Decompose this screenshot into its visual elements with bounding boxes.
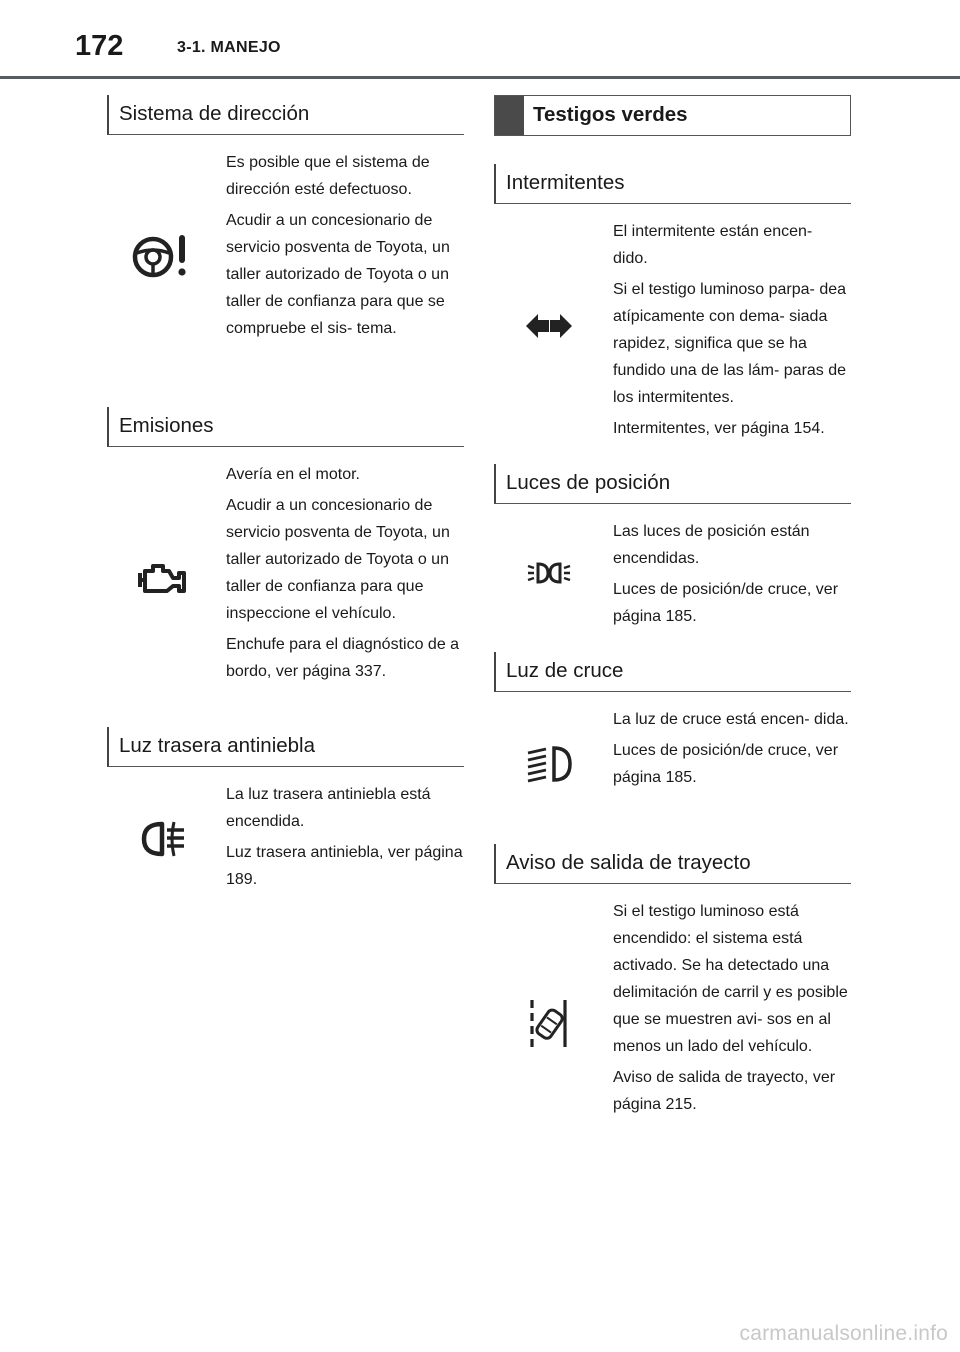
paragraph: Avería en el motor. [226,466,360,483]
section-heading-lane-departure: Aviso de salida de trayecto [494,844,851,884]
low-beam-icon [494,706,604,821]
paragraph: Aviso de salida de trayecto, ver página 215. [613,1069,836,1113]
entry-low-beam [494,692,851,836]
paragraph: Intermitentes, ver página 154. [613,420,825,437]
entry-position-lights [494,504,851,644]
paragraph: Si el testigo luminoso está encendido: el sistema está activado. Se ha detectado una delimitación de carril y es posible que se muestren avi- sos en al menos un lado del vehículo. [613,903,848,1055]
right-column [494,95,851,1168]
left-column [107,95,464,931]
rear-fog-light-icon [107,781,217,896]
watermark-url: carmanualsonline.info [739,1322,948,1345]
paragraph: Enchufe para el diagnóstico de a bordo, ver página 337. [226,636,460,680]
section-heading-emissions: Emisiones [107,407,464,447]
paragraph: La luz trasera antiniebla está encendida. [226,786,431,830]
steering-warning-icon [107,149,217,364]
heading-bar [495,96,524,135]
paragraph: Las luces de posición están encendidas. [613,523,810,567]
group-heading-label: Testigos verdes [533,103,688,126]
entry-emissions [107,447,464,719]
paragraph: Es posible que el sistema de dirección esté defectuoso. [226,154,430,198]
chapter-title: 3-1. MANEJO [177,39,281,56]
position-lights-icon [494,518,604,628]
entry-rear-fog [107,767,464,931]
paragraph: Luces de posición/de cruce, ver página 185. [613,742,839,786]
entry-rear-fog-text [226,781,464,893]
section-heading-steering: Sistema de dirección [107,95,464,135]
turn-signal-icon [494,218,604,433]
entry-steering [107,135,464,399]
header-rule [0,76,960,79]
group-heading-green-indicators [494,95,851,136]
paragraph: Si el testigo luminoso parpa- dea atípicamente con dema- siada rapidez, significa que se ha fundido una de las lám- paras de los intermitentes. [613,281,847,406]
paragraph: Acudir a un concesionario de servicio posventa de Toyota, un taller autorizado de Toyota o un taller de confianza para que se compruebe el sis- tema. [226,212,450,337]
paragraph: Luz trasera antiniebla, ver página 189. [226,844,463,888]
entry-turn-signals-text [613,218,851,442]
section-heading-rear-fog: Luz trasera antiniebla [107,727,464,767]
entry-lane-departure-text [613,898,851,1118]
paragraph: Acudir a un concesionario de servicio posventa de Toyota, un taller autorizado de Toyota o un taller de confianza para que inspeccione el vehículo. [226,497,450,622]
section-heading-turn-signals: Intermitentes [494,164,851,204]
entry-lane-departure [494,884,851,1168]
entry-position-lights-text [613,518,851,630]
paragraph: La luz de cruce está encen- dida. [613,711,849,728]
engine-check-icon [107,461,217,696]
entry-emissions-text [226,461,464,685]
section-heading-position-lights: Luces de posición [494,464,851,504]
entry-steering-text [226,149,464,342]
lane-departure-icon [494,898,604,1148]
paragraph: Luces de posición/de cruce, ver página 185. [613,581,839,625]
entry-turn-signals [494,204,851,456]
paragraph: El intermitente están encen- dido. [613,223,813,267]
entry-low-beam-text [613,706,851,791]
section-heading-low-beam: Luz de cruce [494,652,851,692]
page-number: 172 [75,30,124,62]
page-header [0,0,960,80]
